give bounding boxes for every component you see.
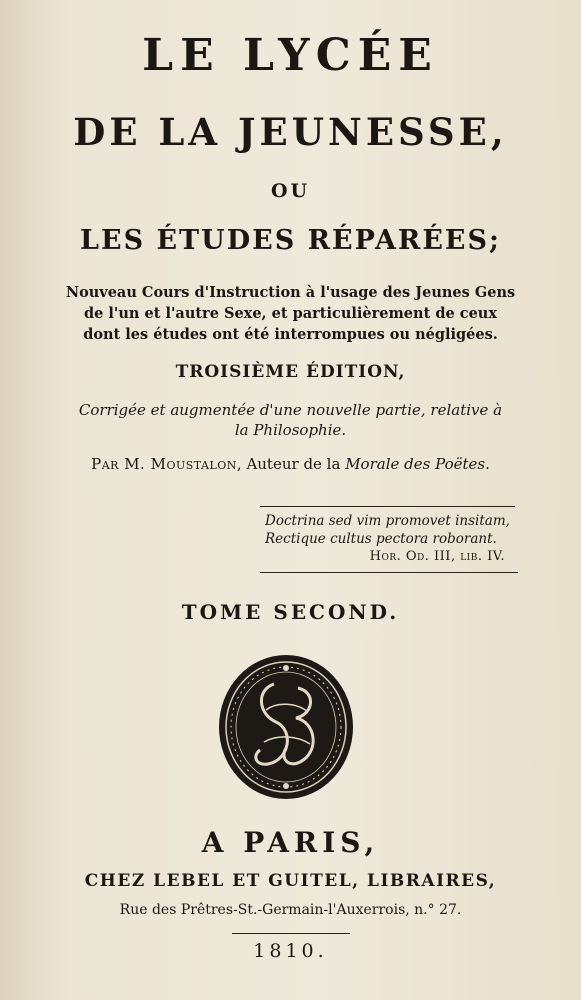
imprint-city: A PARIS, <box>201 826 380 859</box>
subtitle <box>40 282 541 345</box>
author-work: Morale des Poëtes <box>345 455 486 473</box>
subtitle-line-1: Nouveau Cours d'Instruction à l'usage des Jeunes Gens <box>65 284 516 301</box>
title-line-3: LES ÉTUDES RÉPARÉES; <box>80 225 501 256</box>
epigraph-reference: Hor. Od. III, lib. IV. <box>369 549 505 564</box>
corrections-line-1: Corrigée et augmentée d'une nouvelle partie, relative à <box>78 401 503 419</box>
title-connector: OU <box>270 180 311 202</box>
epigraph <box>265 513 515 566</box>
author-line <box>0 455 581 473</box>
epigraph-line-2: Rectique cultus pectora roborant. <box>265 530 497 547</box>
subtitle-line-3: dont les études ont été interrompues ou négligées. <box>83 326 498 343</box>
title-line-1: LE LYCÉE <box>142 30 439 81</box>
title-line-2: DE LA JEUNESSE, <box>73 110 508 154</box>
volume-label: TOME SECOND. <box>181 600 400 624</box>
edition-statement: TROISIÈME ÉDITION, <box>175 362 406 382</box>
author-role: , Auteur de la <box>236 455 346 473</box>
imprint-publisher: CHEZ LEBEL ET GUITEL, LIBRAIRES, <box>84 871 497 891</box>
author-name: Par M. Moustalon <box>91 455 237 473</box>
corrections-line-2: la Philosophie. <box>234 421 347 439</box>
monogram-seal-icon <box>216 652 356 802</box>
author-end: . <box>485 455 490 473</box>
epigraph-line-1: Doctrina sed vim promovet insitam, <box>265 513 510 529</box>
epigraph-rule-bottom <box>260 572 518 573</box>
subtitle-line-2: de l'un et l'autre Sexe, et particulièrement de ceux <box>84 305 497 322</box>
epigraph-rule-top <box>260 506 515 507</box>
imprint-rule <box>232 933 350 934</box>
imprint-year: 1810. <box>253 940 328 962</box>
monogram-seal-graphic <box>216 652 356 802</box>
imprint-address: Rue des Prêtres-St.-Germain-l'Auxerrois, n.° 27. <box>119 902 462 918</box>
corrections-note <box>40 400 541 440</box>
